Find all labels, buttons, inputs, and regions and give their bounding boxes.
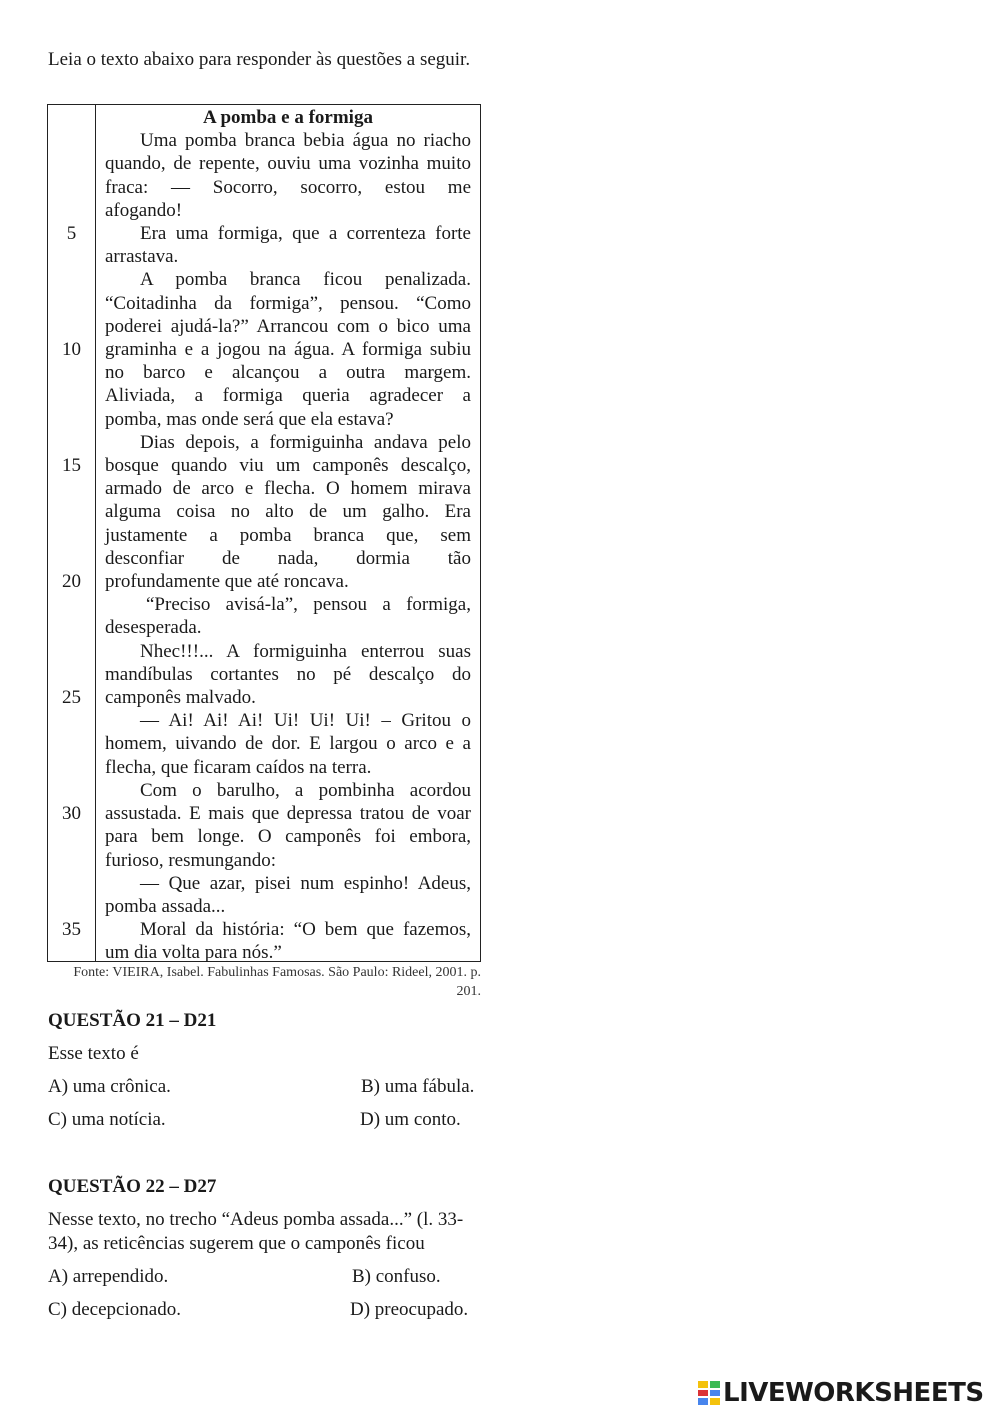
story-line: alguma coisa no alto de um galho. Era <box>105 501 471 523</box>
q21-option-a[interactable]: A) uma crônica. <box>48 1076 171 1097</box>
story-line: poderei ajudá-la?” Arrancou com o bico uma <box>105 315 471 337</box>
story-box <box>47 104 481 962</box>
story-line: justamente a pomba branca que, sem <box>105 524 471 546</box>
source-citation: Fonte: VIEIRA, Isabel. Fabulinhas Famosas. São Paulo: Rideel, 2001. p. 201. <box>73 965 481 999</box>
intro-text: Leia o texto abaixo para responder às questões a seguir. <box>48 49 471 70</box>
story-line: pomba, mas onde será que ela estava? <box>105 408 394 430</box>
story-line: armado de arco e flecha. O homem mirava <box>105 478 471 500</box>
story-line: furioso, resmungando: <box>105 849 276 871</box>
line-number: 15 <box>62 455 81 476</box>
story-line: no barco e alcançou a outra margem. <box>105 362 471 384</box>
story-line: Dias depois, a formiguinha andava pelo <box>140 431 471 453</box>
logo-text: LIVEWORKSHEETS <box>723 1378 984 1408</box>
question-21-title: QUESTÃO 21 – D21 <box>48 1010 217 1031</box>
story-title: A pomba e a formiga <box>203 107 373 128</box>
q22-option-c[interactable]: C) decepcionado. <box>48 1299 181 1320</box>
story-line: Moral da história: “O bem que fazemos, <box>140 919 471 941</box>
q22-option-b[interactable]: B) confuso. <box>352 1266 441 1287</box>
story-line: Com o barulho, a pombinha acordou <box>140 779 471 801</box>
story-line: — Que azar, pisei num espinho! Adeus, <box>140 872 471 894</box>
q22-option-d[interactable]: D) preocupado. <box>350 1299 469 1320</box>
q21-option-d[interactable]: D) um conto. <box>360 1109 461 1130</box>
story-line: flecha, que ficaram caídos na terra. <box>105 756 372 778</box>
line-number: 35 <box>62 919 81 940</box>
story-line: Era uma formiga, que a correnteza forte <box>140 223 471 245</box>
story-line: profundamente que até roncava. <box>105 571 349 593</box>
question-22-prompt: Nesse texto, no trecho “Adeus pomba assada...” (l. 33-34), as reticências sugerem que o camponês ficou <box>48 1209 464 1254</box>
story-line: Aliviada, a formiga queria agradecer a <box>105 385 471 407</box>
logo-icon <box>698 1381 720 1405</box>
story-line: “Coitadinha da formiga”, pensou. “Como <box>105 292 471 314</box>
story-line: um dia volta para nós.” <box>105 942 282 964</box>
story-line: para bem longe. O camponês foi embora, <box>105 826 471 848</box>
story-line: homem, uivando de dor. E largou o arco e a <box>105 733 471 755</box>
question-22-title: QUESTÃO 22 – D27 <box>48 1176 217 1197</box>
story-line: fraca: — Socorro, socorro, estou me <box>105 176 471 198</box>
line-number: 5 <box>66 223 77 244</box>
story-line: pomba assada... <box>105 895 226 917</box>
liveworksheets-logo <box>698 1378 984 1408</box>
story-line: assustada. E mais que depressa tratou de voar <box>105 803 471 825</box>
story-line: Nhec!!!... A formiguinha enterrou suas <box>140 640 471 662</box>
line-number: 25 <box>62 687 81 708</box>
story-line: graminha e a jogou na água. A formiga subiu <box>105 339 471 361</box>
story-line: desconfiar de nada, dormia tão <box>105 547 471 569</box>
story-text <box>105 106 471 965</box>
story-line: “Preciso avisá-la”, pensou a formiga, <box>146 594 471 616</box>
q21-option-c[interactable]: C) uma notícia. <box>48 1109 166 1130</box>
story-line: — Ai! Ai! Ai! Ui! Ui! Ui! – Gritou o <box>140 710 471 732</box>
story-line: mandíbulas cortantes no pé descalço do <box>105 663 471 685</box>
story-line: bosque quando viu um camponês descalço, <box>105 455 471 477</box>
story-line: desesperada. <box>105 617 202 639</box>
story-line: Uma pomba branca bebia água no riacho <box>140 130 471 152</box>
line-number: 20 <box>62 571 81 592</box>
story-line: camponês malvado. <box>105 687 256 709</box>
story-line: afogando! <box>105 199 183 221</box>
line-number: 30 <box>62 803 81 824</box>
story-line: arrastava. <box>105 246 179 268</box>
q21-option-b[interactable]: B) uma fábula. <box>361 1076 475 1097</box>
line-number: 10 <box>62 339 81 360</box>
story-line: quando, de repente, ouviu uma vozinha muito <box>105 153 471 175</box>
story-line: A pomba branca ficou penalizada. <box>140 269 471 291</box>
question-21-prompt: Esse texto é <box>48 1043 139 1064</box>
line-number-column <box>48 105 96 961</box>
q22-option-a[interactable]: A) arrependido. <box>48 1266 169 1287</box>
